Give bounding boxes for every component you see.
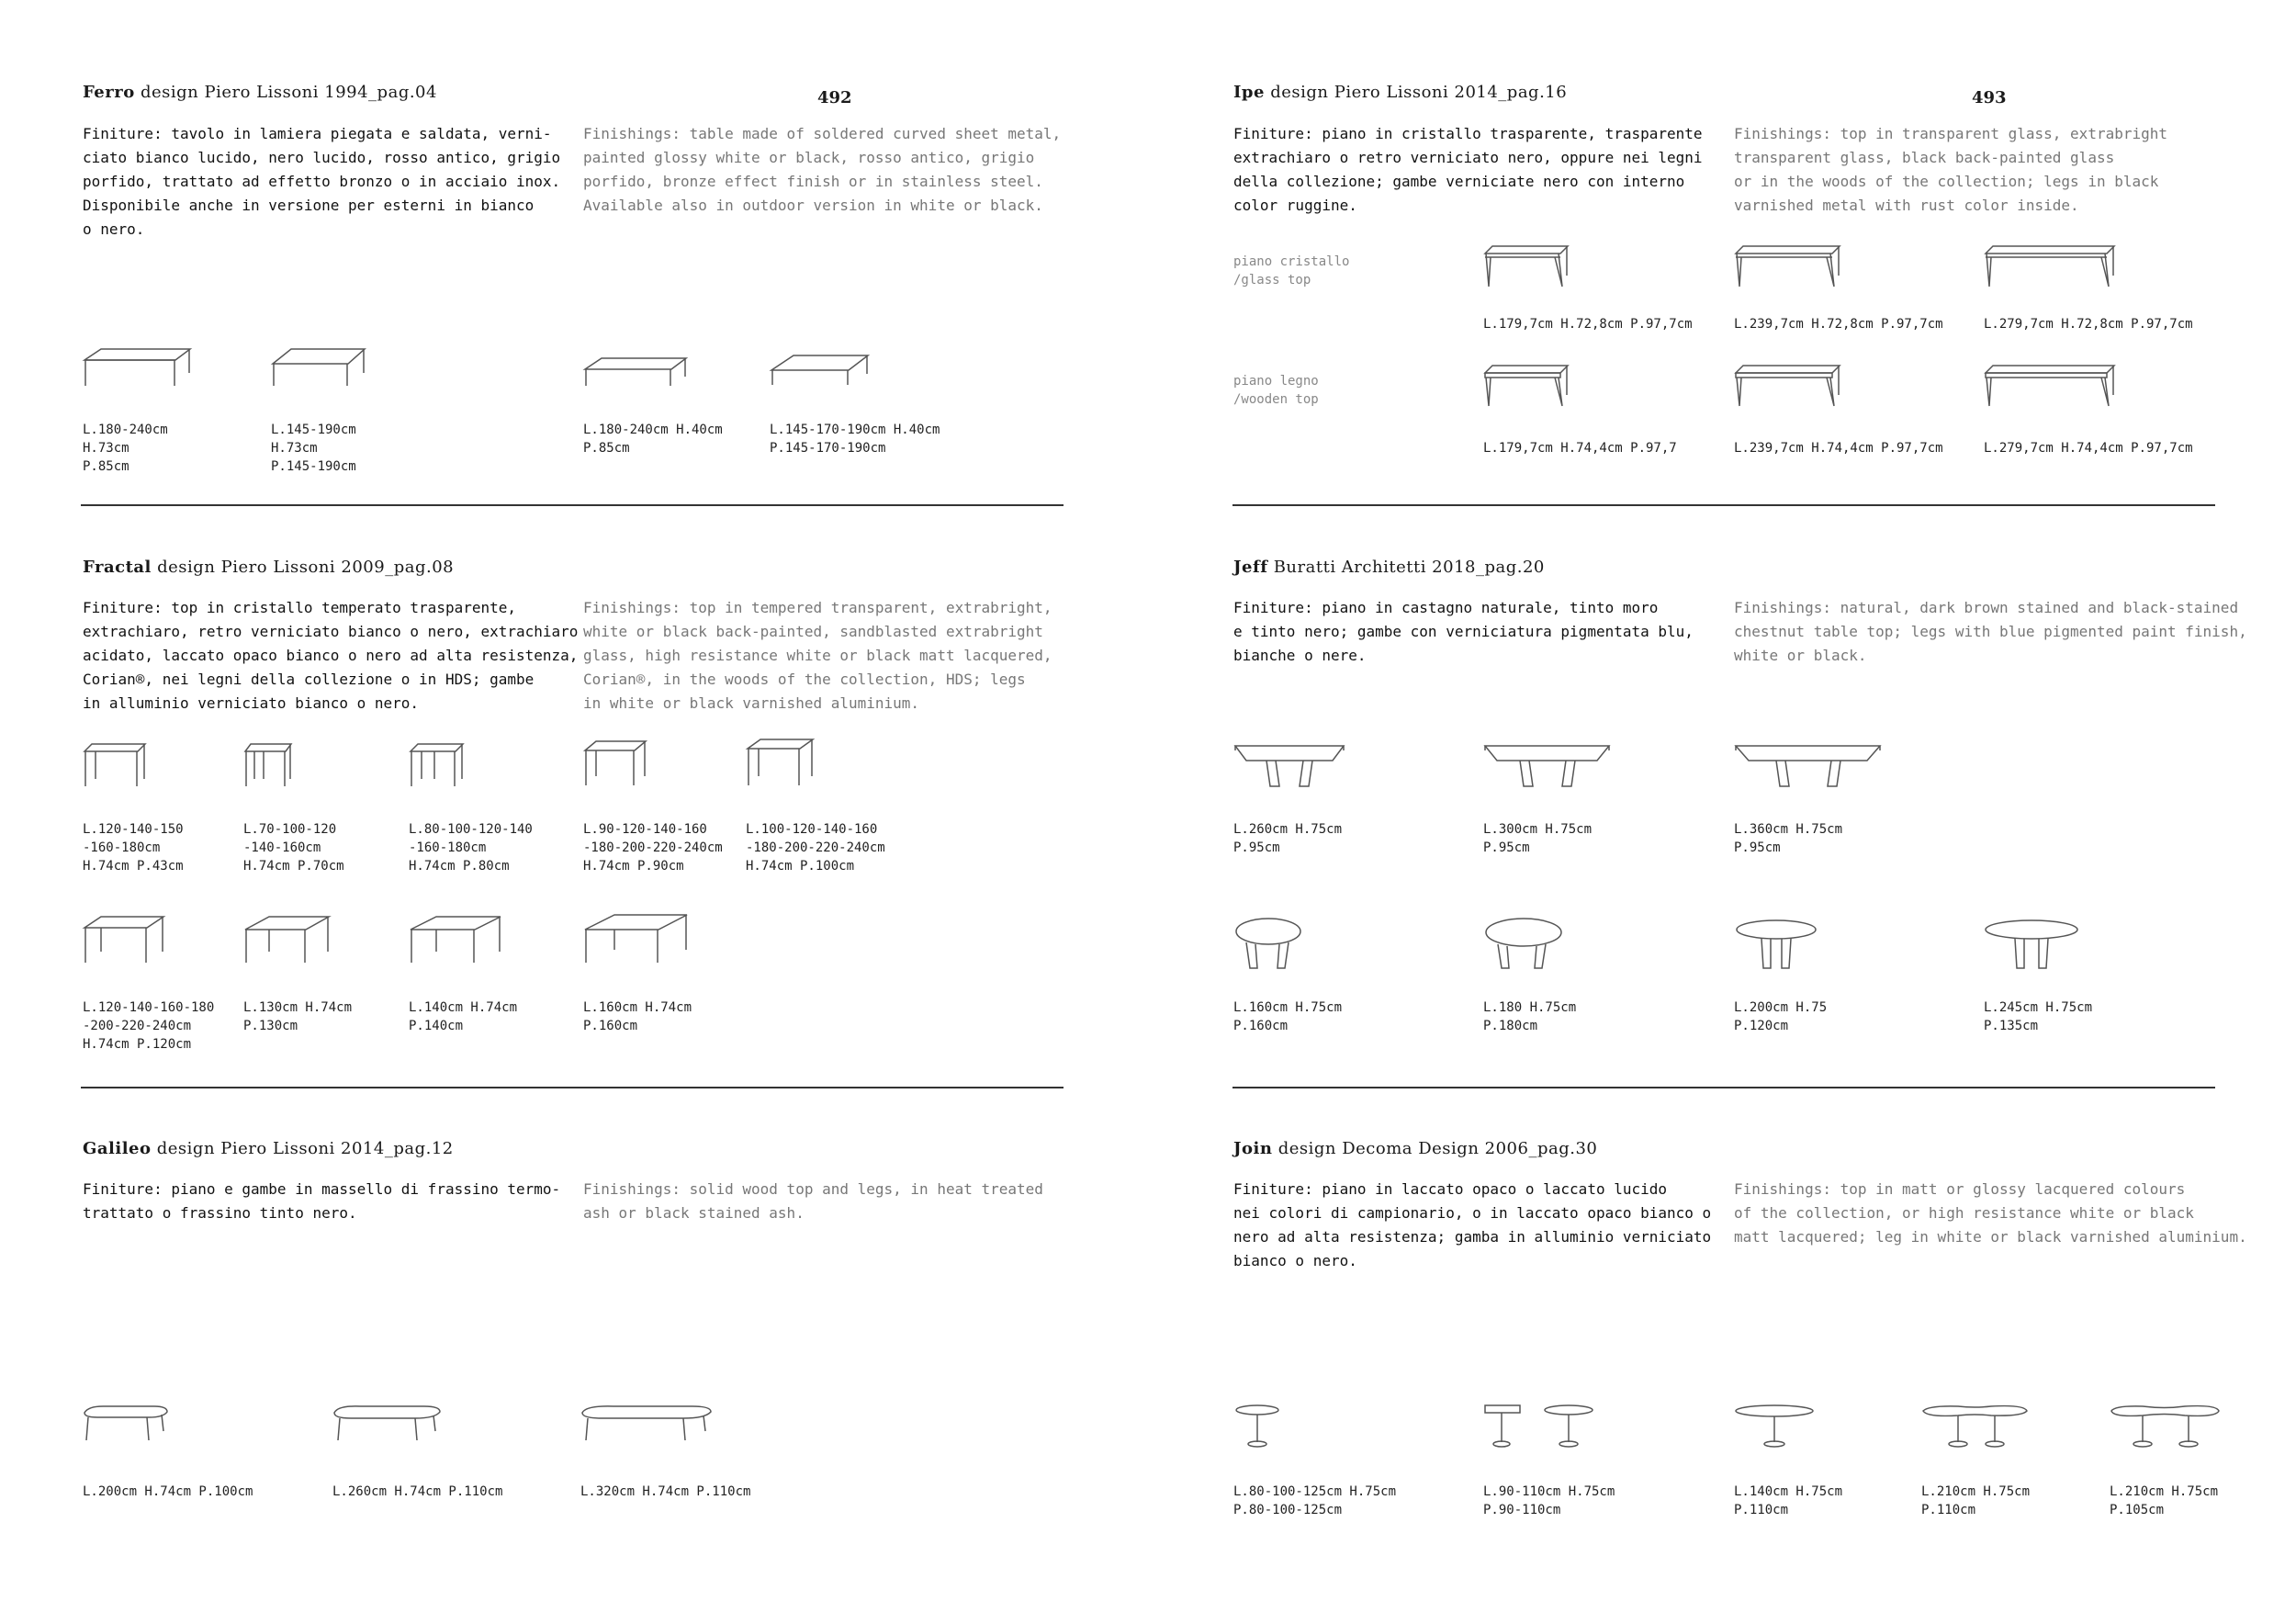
jeff-round-table-drawing-1	[1233, 917, 1305, 972]
fractal-table-drawing-7	[243, 915, 331, 965]
ipe-glass-dim-3: L.279,7cm H.72,8cm P.97,7cm	[1984, 317, 2193, 332]
fractal-table-drawing-8	[409, 915, 502, 965]
join-table-drawing-5	[1921, 1404, 2030, 1449]
fractal-table-drawing-6	[83, 915, 165, 965]
join-name: Join	[1233, 1139, 1273, 1158]
fractal-table-drawing-5	[746, 738, 815, 788]
fractal-subtitle: design Piero Lissoni 2009_pag.08	[157, 558, 455, 577]
ipe-finishes-en: Finishings: top in transparent glass, extrabright transparent glass, black back-painted glass or in the woods of the collection; legs in black varnished metal with rust color inside.	[1734, 125, 2168, 214]
fractal-table-drawing-3	[409, 742, 466, 788]
ferro-title	[83, 83, 437, 102]
ipe-wood-dim-3: L.279,7cm H.74,4cm P.97,7cm	[1984, 441, 2193, 456]
page-number-right: 493	[1972, 88, 2007, 107]
ipe-subtitle: design Piero Lissoni 2014_pag.16	[1270, 83, 1568, 102]
galileo-table-drawing-1	[83, 1404, 170, 1442]
join-table-drawing-4	[1734, 1404, 1817, 1449]
fractal-dim-8: L.140cm H.74cm P.140cm	[409, 1000, 518, 1033]
join-finishes-en: Finishings: top in matt or glossy lacquered colours of the collection, or high resistance white or black matt lacquered; leg in white or black varnished aluminium.	[1734, 1180, 2247, 1246]
ferro-table-drawing-2	[271, 347, 367, 389]
fractal-name: Fractal	[83, 558, 152, 577]
jeff-round-table-drawing-2	[1483, 917, 1566, 972]
divider	[81, 1087, 1064, 1088]
galileo-finishes-it: Finiture: piano e gambe in massello di frassino termo- trattato o frassino tinto nero.	[83, 1180, 561, 1222]
join-dim-4: L.210cm H.75cm P.110cm	[1921, 1484, 2031, 1517]
jeff-dim-3: L.360cm H.75cm P.95cm	[1734, 822, 1843, 855]
jeff-table-drawing-1	[1233, 742, 1348, 788]
join-table-drawing-1	[1233, 1404, 1284, 1449]
join-table-drawing-6	[2110, 1404, 2222, 1449]
join-title	[1233, 1139, 1597, 1158]
join-finishes-it: Finiture: piano in laccato opaco o laccato lucido nei colori di campionario, o in laccato opaco bianco o nero ad alta resistenza; gamba in alluminio verniciato bianco o nero.	[1233, 1180, 1712, 1269]
galileo-finishes-en: Finishings: solid wood top and legs, in heat treated ash or black stained ash.	[583, 1180, 1043, 1222]
ferro-name: Ferro	[83, 83, 135, 102]
ipe-glass-dim-2: L.239,7cm H.72,8cm P.97,7cm	[1734, 317, 1943, 332]
galileo-table-drawing-2	[332, 1404, 443, 1442]
ipe-wood-table-drawing-3	[1984, 364, 2117, 408]
join-dim-3: L.140cm H.75cm P.110cm	[1734, 1484, 1843, 1517]
ipe-wood-dim-1: L.179,7cm H.74,4cm P.97,7	[1483, 441, 1677, 456]
ipe-wood-dim-2: L.239,7cm H.74,4cm P.97,7cm	[1734, 441, 1943, 456]
ipe-wood-table-drawing-2	[1734, 364, 1842, 408]
jeff-finishes-en: Finishings: natural, dark brown stained and black-stained chestnut table top; legs with blue pigmented paint finish, white or black.	[1734, 599, 2247, 664]
ferro-table-drawing-1	[83, 347, 193, 389]
ipe-glass-dim-1: L.179,7cm H.72,8cm P.97,7cm	[1483, 317, 1693, 332]
ferro-dim-3: L.180-240cm H.40cm P.85cm	[583, 423, 723, 456]
fractal-dim-5: L.100-120-140-160 -180-200-220-240cm H.74cm P.100cm	[746, 822, 885, 874]
galileo-dim-2: L.260cm H.74cm P.110cm	[332, 1484, 503, 1499]
fractal-finishes-en: Finishings: top in tempered transparent, extrabright, white or black back-painted, sandblasted extrabright glass, high resistance white or black matt lacquered, Corian®, in the woods of the collection, HDS; legs in white or black varnished aluminium.	[583, 599, 1052, 712]
ferro-dim-1: L.180-240cm H.73cm P.85cm	[83, 423, 168, 474]
page-number-left: 492	[817, 88, 852, 107]
ferro-table-drawing-3	[583, 356, 689, 389]
galileo-title	[83, 1139, 454, 1158]
jeff-dim-5: L.180 H.75cm P.180cm	[1483, 1000, 1577, 1033]
jeff-table-drawing-3	[1734, 742, 1883, 788]
jeff-round-table-drawing-3	[1734, 917, 1821, 972]
ipe-wood-table-drawing-1	[1483, 364, 1570, 408]
jeff-subtitle: Buratti Architetti 2018_pag.20	[1273, 558, 1545, 577]
jeff-name: Jeff	[1233, 558, 1268, 577]
ferro-subtitle: design Piero Lissoni 1994_pag.04	[140, 83, 437, 102]
divider	[1232, 504, 2215, 506]
fractal-table-drawing-2	[243, 742, 294, 788]
jeff-dim-7: L.245cm H.75cm P.135cm	[1984, 1000, 2093, 1033]
fractal-finishes-it: Finiture: top in cristallo temperato trasparente, extrachiaro, retro verniciato bianco o nero, extrachiaro acidato, laccato opaco bianco o nero ad alta resistenza, Corian®, nei legni della collezione o in HDS; gambe in alluminio verniciato bianco o nero.	[83, 599, 579, 712]
ipe-finishes-it: Finiture: piano in cristallo trasparente, trasparente extrachiaro o retro verniciato nero, oppure nei legni della collezione; gambe verniciate nero con interno color ruggine.	[1233, 125, 1703, 214]
ferro-dim-2: L.145-190cm H.73cm P.145-190cm	[271, 423, 356, 474]
jeff-dim-4: L.160cm H.75cm P.160cm	[1233, 1000, 1343, 1033]
ferro-finishes-en: Finishings: table made of soldered curved sheet metal, painted glossy white or black, rosso antico, grigio porfido, bronze effect finish or in stainless steel. Available also in outdoor version in white or black.	[583, 125, 1062, 214]
fractal-dim-7: L.130cm H.74cm P.130cm	[243, 1000, 353, 1033]
ipe-wooden-top-label: piano legno /wooden top	[1233, 374, 1319, 407]
ipe-glass-table-drawing-2	[1734, 244, 1842, 288]
ferro-finishes-it: Finiture: tavolo in lamiera piegata e saldata, verni- ciato bianco lucido, nero lucido, rosso antico, grigio porfido, trattato ad effetto bronzo o in acciaio inox. Disponibile anche in versione per esterni in bianco o nero.	[83, 125, 561, 238]
join-table-drawing-3	[1543, 1404, 1598, 1449]
jeff-dim-6: L.200cm H.75 P.120cm	[1734, 1000, 1828, 1033]
ipe-glass-table-drawing-1	[1483, 244, 1570, 288]
join-dim-5: L.210cm H.75cm P.105cm	[2110, 1484, 2219, 1517]
galileo-dim-1: L.200cm H.74cm P.100cm	[83, 1484, 253, 1499]
ferro-table-drawing-4	[770, 354, 871, 389]
ferro-dim-4: L.145-170-190cm H.40cm P.145-170-190cm	[770, 423, 940, 456]
divider	[81, 504, 1064, 506]
jeff-round-table-drawing-4	[1984, 917, 2083, 972]
jeff-table-drawing-2	[1483, 742, 1612, 788]
fractal-dim-6: L.120-140-160-180 -200-220-240cm H.74cm P.120cm	[83, 1000, 215, 1052]
divider	[1232, 1087, 2215, 1088]
join-dim-1: L.80-100-125cm H.75cm P.80-100-125cm	[1233, 1484, 1397, 1517]
join-subtitle: design Decoma Design 2006_pag.30	[1277, 1139, 1598, 1158]
fractal-dim-9: L.160cm H.74cm P.160cm	[583, 1000, 692, 1033]
fractal-title	[83, 558, 454, 577]
fractal-table-drawing-9	[583, 913, 689, 965]
galileo-dim-3: L.320cm H.74cm P.110cm	[580, 1484, 751, 1499]
galileo-name: Galileo	[83, 1139, 152, 1158]
fractal-dim-1: L.120-140-150 -160-180cm H.74cm P.43cm	[83, 822, 184, 874]
jeff-title	[1233, 558, 1545, 577]
join-dim-2: L.90-110cm H.75cm P.90-110cm	[1483, 1484, 1615, 1517]
ipe-glass-table-drawing-3	[1984, 244, 2117, 288]
fractal-table-drawing-1	[83, 742, 147, 788]
ipe-title	[1233, 83, 1567, 102]
join-table-drawing-2	[1483, 1404, 1522, 1449]
jeff-dim-1: L.260cm H.75cm P.95cm	[1233, 822, 1343, 855]
ipe-name: Ipe	[1233, 83, 1265, 102]
fractal-dim-2: L.70-100-120 -140-160cm H.74cm P.70cm	[243, 822, 344, 874]
ipe-glass-top-label: piano cristallo /glass top	[1233, 254, 1350, 288]
jeff-finishes-it: Finiture: piano in castagno naturale, tinto moro e tinto nero; gambe con verniciatura pigmentata blu, bianche o nere.	[1233, 599, 1694, 664]
galileo-table-drawing-3	[580, 1404, 714, 1442]
galileo-subtitle: design Piero Lissoni 2014_pag.12	[156, 1139, 454, 1158]
fractal-dim-4: L.90-120-140-160 -180-200-220-240cm H.74cm P.90cm	[583, 822, 723, 874]
jeff-dim-2: L.300cm H.75cm P.95cm	[1483, 822, 1593, 855]
fractal-dim-3: L.80-100-120-140 -160-180cm H.74cm P.80cm	[409, 822, 533, 874]
fractal-table-drawing-4	[583, 739, 647, 788]
